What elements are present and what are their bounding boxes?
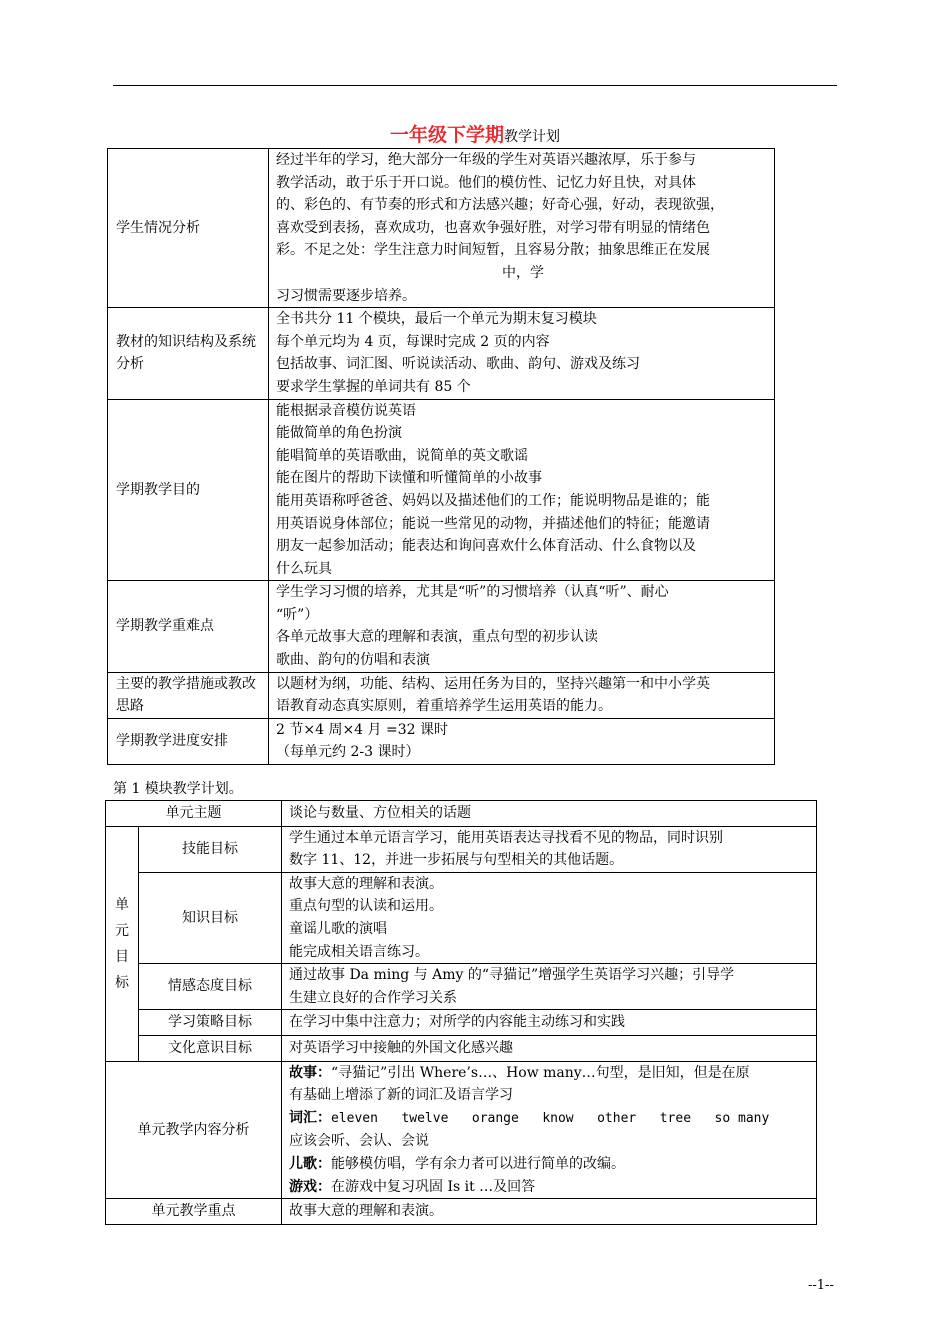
content-line: 2 节×4 周×4 月 =32 课时 <box>276 721 448 738</box>
page-number: --1-- <box>808 1278 834 1293</box>
theme-value: 谈论与数量、方位相关的话题 <box>282 801 817 827</box>
content-line: 能在图片的帮助下读懂和听懂简单的小故事 <box>276 470 542 487</box>
vocab-words: eleven twelve orange know other tree so many <box>331 1110 770 1126</box>
content-line: 教学活动，敢于乐于开口说。他们的模仿性、记忆力好且快，对具体 <box>276 174 696 191</box>
content-line: 习习惯需要逐步培养。 <box>276 287 416 304</box>
goal-content <box>282 1010 817 1036</box>
content-line: （每单元约 2-3 课时） <box>276 744 420 761</box>
content-line: 重点句型的认读和运用。 <box>289 898 443 915</box>
content-line <box>289 1153 812 1176</box>
table-row <box>106 801 817 827</box>
row-label: 学期教学重难点 <box>108 581 269 672</box>
content-line: 能唱简单的英语歌曲，说简单的英文歌谣 <box>276 447 528 464</box>
story-label: 故事： <box>289 1064 331 1081</box>
content-line: 朋友一起参加活动；能表达和询问喜欢什么体育活动、什么食物以及 <box>276 538 696 555</box>
table-row <box>108 149 775 308</box>
table-row <box>106 1035 817 1061</box>
content-line: 全书共分 11 个模块，最后一个单元为期末复习模块 <box>276 311 597 328</box>
table-row <box>106 1010 817 1036</box>
theme-label: 单元主题 <box>106 801 282 827</box>
row-label: 学期教学进度安排 <box>108 718 269 764</box>
title-plan: 教学计划 <box>504 129 560 145</box>
goal-label: 学习策略目标 <box>139 1010 282 1036</box>
content-line <box>289 1176 812 1199</box>
content-line: 什么玩具 <box>276 560 332 577</box>
content-line: 的、彩色的、有节奏的形式和方法感兴趣；好奇心强，好动，表现欲强， <box>276 197 724 214</box>
table-row <box>106 1199 817 1225</box>
row-content <box>269 581 775 672</box>
content-line: 童谣儿歌的演唱 <box>289 920 387 937</box>
semester-plan-table <box>107 148 775 765</box>
goal-content <box>282 826 817 872</box>
goal-label: 知识目标 <box>139 872 282 963</box>
row-content <box>269 718 775 764</box>
content-line: 以题材为纲，功能、结构、运用任务为目的，坚持兴趣第一和中小学英 <box>276 675 710 692</box>
content-analysis <box>282 1061 817 1199</box>
song-text: 能够模仿唱，学有余力者可以进行简单的改编。 <box>331 1155 625 1172</box>
keypoint-value: 故事大意的理解和表演。 <box>282 1199 817 1225</box>
content-line: 通过故事 Da ming 与 Amy 的“寻猫记”增强学生英语学习兴趣；引导学 <box>289 967 735 984</box>
content-line: 语教育动态真实原则，着重培养学生运用英语的能力。 <box>276 698 612 715</box>
content-line <box>289 1062 812 1085</box>
content-line: 经过半年的学习，绝大部分一年级的学生对英语兴趣浓厚，乐于参与 <box>276 152 696 168</box>
content-line: 每个单元均为 4 页，每课时完成 2 页的内容 <box>276 333 550 350</box>
goals-label: 单 元 目 标 <box>106 826 139 1061</box>
goal-content <box>282 1035 817 1061</box>
table-row <box>106 1061 817 1199</box>
goal-label: 文化意识目标 <box>139 1035 282 1061</box>
row-content <box>269 308 775 399</box>
content-line: 应该会听、会认、会说 <box>289 1133 429 1150</box>
keypoint-label: 单元教学重点 <box>106 1199 282 1225</box>
row-label: 教材的知识结构及系统分析 <box>108 308 269 399</box>
page-title <box>0 124 950 148</box>
content-line: 各单元故事大意的理解和表演，重点句型的初步认读 <box>276 629 598 646</box>
content-line: 中，学 <box>502 264 544 281</box>
table-row <box>108 308 775 399</box>
content-analysis-label: 单元教学内容分析 <box>106 1061 282 1199</box>
content-line: 彩。不足之处：学生注意力时间短暂，且容易分散；抽象思维正在发展 <box>276 242 710 259</box>
table-row <box>108 581 775 672</box>
content-line: 对英语学习中接触的外国文化感兴趣 <box>289 1039 513 1056</box>
goal-label: 情感态度目标 <box>139 964 282 1010</box>
story-text: “寻猫记”引出 Where’s…、How many…句型，是旧知，但是在原 <box>331 1064 750 1081</box>
table-row <box>106 964 817 1010</box>
goal-content <box>282 872 817 963</box>
content-line: 能完成相关语言练习。 <box>289 943 429 960</box>
content-line: 能做简单的角色扮演 <box>276 425 402 442</box>
content-line: 学生通过本单元语言学习，能用英语表达寻找看不见的物品，同时识别 <box>289 829 723 846</box>
header-rule <box>113 85 837 86</box>
content-line: 能根据录音模仿说英语 <box>276 402 416 419</box>
row-label: 主要的教学措施或教改思路 <box>108 672 269 718</box>
row-label: 学期教学目的 <box>108 399 269 581</box>
vocab-label: 词汇： <box>289 1109 331 1126</box>
content-line: 故事大意的理解和表演。 <box>289 875 443 892</box>
content-line: 喜欢受到表扬，喜欢成功，也喜欢争强好胜，对学习带有明显的情绪色 <box>276 219 710 236</box>
content-line: “听”） <box>276 606 319 623</box>
table-row <box>108 718 775 764</box>
row-content <box>269 399 775 581</box>
content-line: 有基础上增添了新的词汇及语言学习 <box>289 1087 513 1104</box>
row-content <box>269 672 775 718</box>
content-line: 歌曲、韵句的仿唱和表演 <box>276 652 430 669</box>
content-line: 数字 11、12，并进一步拓展与句型相关的其他话题。 <box>289 852 624 869</box>
content-line: 在学习中集中注意力；对所学的内容能主动练习和实践 <box>289 1014 625 1031</box>
row-content <box>269 149 775 308</box>
content-line: 能用英语称呼爸爸、妈妈以及描述他们的工作；能说明物品是谁的；能 <box>276 492 710 509</box>
table-row <box>108 672 775 718</box>
content-line: 生建立良好的合作学习关系 <box>289 989 457 1006</box>
table-row <box>106 826 817 872</box>
game-text: 在游戏中复习巩固 Is it …及回答 <box>331 1178 536 1195</box>
table-row <box>108 399 775 581</box>
content-line: 用英语说身体部位；能说一些常见的动物，并描述他们的特征；能邀请 <box>276 515 710 532</box>
table-row <box>106 872 817 963</box>
title-grade: 一年级下学期 <box>389 124 504 146</box>
row-label: 学生情况分析 <box>108 149 269 308</box>
content-line: 包括故事、词汇图、听说读活动、歌曲、韵句、游戏及练习 <box>276 356 640 373</box>
module-plan-table <box>105 800 817 1225</box>
module-caption: 第 1 模块教学计划。 <box>113 781 243 797</box>
game-label: 游戏： <box>289 1178 331 1195</box>
content-line: 学生学习习惯的培养，尤其是“听”的习惯培养（认真“听”、耐心 <box>276 584 669 601</box>
goal-label: 技能目标 <box>139 826 282 872</box>
content-line <box>289 1107 812 1131</box>
song-label: 儿歌： <box>289 1155 331 1172</box>
goal-content <box>282 964 817 1010</box>
content-line: 要求学生掌握的单词共有 85 个 <box>276 378 471 395</box>
